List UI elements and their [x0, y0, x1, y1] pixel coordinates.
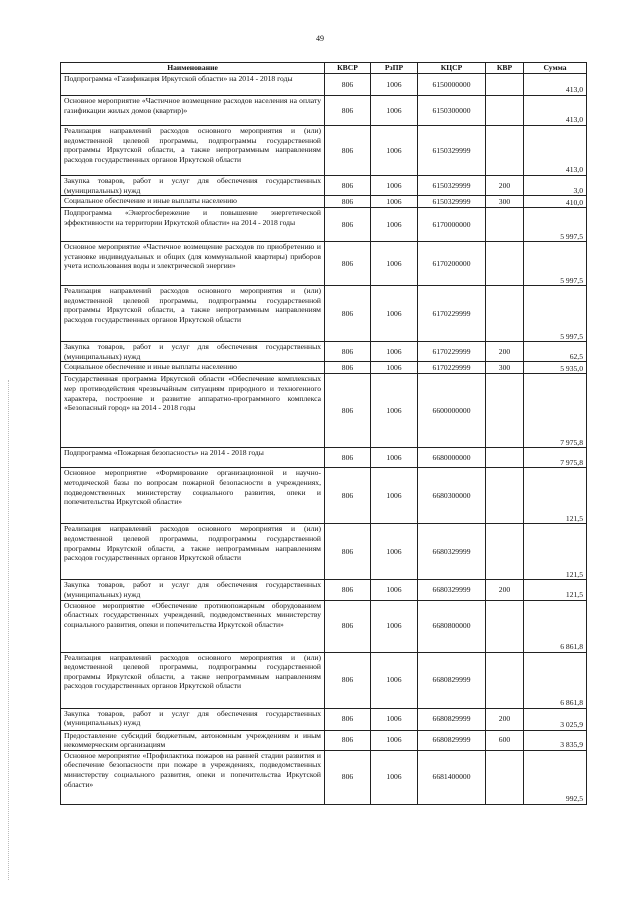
cell-kvsr: 806	[325, 448, 371, 468]
cell-rzpr: 1006	[371, 580, 418, 600]
cell-sum: 3 835,9	[524, 730, 587, 750]
cell-kvr	[486, 374, 524, 448]
cell-kcsr: 6170229999	[418, 362, 486, 374]
table-row	[61, 196, 587, 208]
table-row	[61, 708, 587, 730]
table-row	[61, 524, 587, 580]
cell-sum: 62,5	[524, 342, 587, 362]
cell-kvr	[486, 96, 524, 126]
header-name: Наименование	[61, 63, 325, 74]
cell-rzpr: 1006	[371, 374, 418, 448]
cell-kvsr: 806	[325, 74, 371, 96]
table-row	[61, 730, 587, 750]
cell-kvsr: 806	[325, 126, 371, 176]
cell-kvr	[486, 468, 524, 524]
header-kvr: КВР	[486, 63, 524, 74]
cell-name: Подпрограмма «Пожарная безопасность» на 2014 - 2018 годы	[61, 448, 325, 468]
cell-kvr	[486, 750, 524, 804]
cell-kvsr: 806	[325, 374, 371, 448]
cell-kvr	[486, 524, 524, 580]
cell-kcsr: 6680800000	[418, 600, 486, 652]
cell-rzpr: 1006	[371, 750, 418, 804]
cell-name: Государственная программа Иркутской области «Обеспечение комплексных мер противодействия чрезвычайным ситуациям природного и техногенного характера, построение и развитие аппаратно-программного комплекса «Безопасный город» на 2014 - 2018 годы	[61, 374, 325, 448]
cell-name: Подпрограмма «Энергосбережение и повышение энергетической эффективности на территории Иркутской области» на 2014 - 2018 годы	[61, 208, 325, 242]
cell-kvsr: 806	[325, 208, 371, 242]
cell-sum: 5 935,0	[524, 362, 587, 374]
header-kvsr: КВСР	[325, 63, 371, 74]
cell-kvsr: 806	[325, 730, 371, 750]
cell-kvsr: 806	[325, 242, 371, 286]
table-row	[61, 600, 587, 652]
table-row	[61, 176, 587, 196]
cell-kvr	[486, 74, 524, 96]
cell-kcsr: 6680329999	[418, 580, 486, 600]
cell-kvr: 600	[486, 730, 524, 750]
cell-rzpr: 1006	[371, 96, 418, 126]
cell-sum: 7 975,8	[524, 374, 587, 448]
cell-kvr: 300	[486, 362, 524, 374]
cell-kcsr: 6150329999	[418, 126, 486, 176]
cell-kvsr: 806	[325, 286, 371, 342]
cell-sum: 410,0	[524, 196, 587, 208]
cell-kvsr: 806	[325, 580, 371, 600]
cell-kcsr: 6170229999	[418, 286, 486, 342]
cell-kvsr: 806	[325, 342, 371, 362]
cell-name: Предоставление субсидий бюджетным, автономным учреждениям и иным некоммерческим организациям	[61, 730, 325, 750]
table-row	[61, 468, 587, 524]
cell-name: Подпрограмма «Газификация Иркутской области» на 2014 - 2018 годы	[61, 74, 325, 96]
cell-rzpr: 1006	[371, 468, 418, 524]
cell-rzpr: 1006	[371, 708, 418, 730]
cell-kcsr: 6600000000	[418, 374, 486, 448]
budget-table	[60, 62, 587, 805]
cell-rzpr: 1006	[371, 74, 418, 96]
cell-kcsr: 6680300000	[418, 468, 486, 524]
cell-name: Реализация направлений расходов основного мероприятия и (или) ведомственной целевой программы, подпрограммы государственной программы Иркутской области, а также непрограммным направлениям расходов государственных органов Иркутской области	[61, 286, 325, 342]
table-row	[61, 242, 587, 286]
cell-kvr	[486, 652, 524, 708]
cell-kvr	[486, 126, 524, 176]
cell-name: Социальное обеспечение и иные выплаты населению	[61, 362, 325, 374]
cell-kvr: 200	[486, 342, 524, 362]
cell-kvr	[486, 448, 524, 468]
cell-kcsr: 6681400000	[418, 750, 486, 804]
cell-kvr	[486, 242, 524, 286]
cell-kvr: 300	[486, 196, 524, 208]
table-row	[61, 342, 587, 362]
header-kcsr: КЦСР	[418, 63, 486, 74]
cell-name: Реализация направлений расходов основного мероприятия и (или) ведомственной целевой программы, подпрограммы государственной программы Иркутской области, а также непрограммным направлениям расходов государственных органов Иркутской области	[61, 524, 325, 580]
cell-kvsr: 806	[325, 750, 371, 804]
cell-sum: 6 861,8	[524, 600, 587, 652]
cell-sum: 992,5	[524, 750, 587, 804]
cell-rzpr: 1006	[371, 448, 418, 468]
cell-sum: 5 997,5	[524, 208, 587, 242]
cell-name: Основное мероприятие «Обеспечение противопожарным оборудованием областных государственных учреждений, подведомственных министерству социального развития, опеки и попечительства Иркутской области»	[61, 600, 325, 652]
cell-name: Закупка товаров, работ и услуг для обеспечения государственных (муниципальных) нужд	[61, 580, 325, 600]
table-row	[61, 362, 587, 374]
cell-name: Основное мероприятие «Формирование организационной и научно-методической базы по вопросам пожарной безопасности в учреждениях, подведомственных министерству социального развития, опеки и попечительства Иркутской области»	[61, 468, 325, 524]
cell-kvsr: 806	[325, 176, 371, 196]
cell-rzpr: 1006	[371, 600, 418, 652]
cell-kcsr: 6150329999	[418, 176, 486, 196]
cell-rzpr: 1006	[371, 242, 418, 286]
table-row	[61, 750, 587, 804]
cell-name: Закупка товаров, работ и услуг для обеспечения государственных (муниципальных) нужд	[61, 176, 325, 196]
cell-name: Закупка товаров, работ и услуг для обеспечения государственных (муниципальных) нужд	[61, 708, 325, 730]
table-row	[61, 652, 587, 708]
cell-kvsr: 806	[325, 708, 371, 730]
table-row	[61, 580, 587, 600]
table-row	[61, 448, 587, 468]
cell-name: Закупка товаров, работ и услуг для обеспечения государственных (муниципальных) нужд	[61, 342, 325, 362]
cell-name: Основное мероприятие «Частичное возмещение расходов по приобретению и установке индивидуальных и общих (для коммунальной квартиры) приборов учета использования воды и электрической энергии»	[61, 242, 325, 286]
cell-sum: 413,0	[524, 74, 587, 96]
cell-kcsr: 6680829999	[418, 708, 486, 730]
cell-name: Реализация направлений расходов основного мероприятия и (или) ведомственной целевой программы, подпрограммы государственной программы Иркутской области, а также непрограммным направлениям расходов государственных органов Иркутской области	[61, 126, 325, 176]
cell-kcsr: 6170229999	[418, 342, 486, 362]
cell-sum: 5 997,5	[524, 242, 587, 286]
table-row	[61, 74, 587, 96]
table-row	[61, 96, 587, 126]
cell-sum: 6 861,8	[524, 652, 587, 708]
table-row	[61, 374, 587, 448]
cell-kvr	[486, 286, 524, 342]
cell-name: Основное мероприятие «Профилактика пожаров на ранней стадии развития и обеспечение безопасности при пожаре в учреждениях, подведомственных министерству социального развития, опеки и попечительства Иркутской области»	[61, 750, 325, 804]
cell-kvr: 200	[486, 708, 524, 730]
cell-kcsr: 6680329999	[418, 524, 486, 580]
cell-kcsr: 6150000000	[418, 74, 486, 96]
cell-name: Основное мероприятие «Частичное возмещение расходов населения на оплату газификации жилых домов (квартир)»	[61, 96, 325, 126]
cell-kcsr: 6150329999	[418, 196, 486, 208]
header-sum: Сумма	[524, 63, 587, 74]
table-body	[61, 74, 587, 805]
scan-margin-marks	[8, 380, 11, 880]
cell-kvr: 200	[486, 580, 524, 600]
cell-rzpr: 1006	[371, 524, 418, 580]
cell-kcsr: 6680000000	[418, 448, 486, 468]
cell-kvsr: 806	[325, 524, 371, 580]
cell-sum: 121,5	[524, 468, 587, 524]
cell-rzpr: 1006	[371, 196, 418, 208]
cell-kcsr: 6170000000	[418, 208, 486, 242]
cell-kvr: 200	[486, 176, 524, 196]
cell-kcsr: 6680829999	[418, 730, 486, 750]
cell-rzpr: 1006	[371, 652, 418, 708]
cell-name: Социальное обеспечение и иные выплаты населению	[61, 196, 325, 208]
cell-sum: 121,5	[524, 580, 587, 600]
cell-sum: 5 997,5	[524, 286, 587, 342]
cell-kcsr: 6680829999	[418, 652, 486, 708]
cell-kvsr: 806	[325, 600, 371, 652]
cell-sum: 413,0	[524, 126, 587, 176]
cell-kvsr: 806	[325, 196, 371, 208]
cell-sum: 413,0	[524, 96, 587, 126]
cell-sum: 3,0	[524, 176, 587, 196]
cell-rzpr: 1006	[371, 208, 418, 242]
cell-sum: 7 975,8	[524, 448, 587, 468]
cell-rzpr: 1006	[371, 176, 418, 196]
table-row	[61, 126, 587, 176]
cell-kvsr: 806	[325, 652, 371, 708]
header-rzpr: РзПР	[371, 63, 418, 74]
cell-rzpr: 1006	[371, 286, 418, 342]
cell-rzpr: 1006	[371, 730, 418, 750]
cell-name: Реализация направлений расходов основного мероприятия и (или) ведомственной целевой программы, подпрограммы государственной программы Иркутской области, а также непрограммным направлениям расходов государственных органов Иркутской области	[61, 652, 325, 708]
cell-kcsr: 6170200000	[418, 242, 486, 286]
cell-sum: 121,5	[524, 524, 587, 580]
table-row	[61, 286, 587, 342]
table-header-row	[61, 63, 587, 74]
cell-kcsr: 6150300000	[418, 96, 486, 126]
cell-kvsr: 806	[325, 468, 371, 524]
page-number: 49	[316, 34, 324, 43]
cell-rzpr: 1006	[371, 342, 418, 362]
cell-sum: 3 025,9	[524, 708, 587, 730]
table-row	[61, 208, 587, 242]
cell-kvr	[486, 600, 524, 652]
cell-kvsr: 806	[325, 96, 371, 126]
cell-kvr	[486, 208, 524, 242]
cell-rzpr: 1006	[371, 126, 418, 176]
cell-rzpr: 1006	[371, 362, 418, 374]
cell-kvsr: 806	[325, 362, 371, 374]
